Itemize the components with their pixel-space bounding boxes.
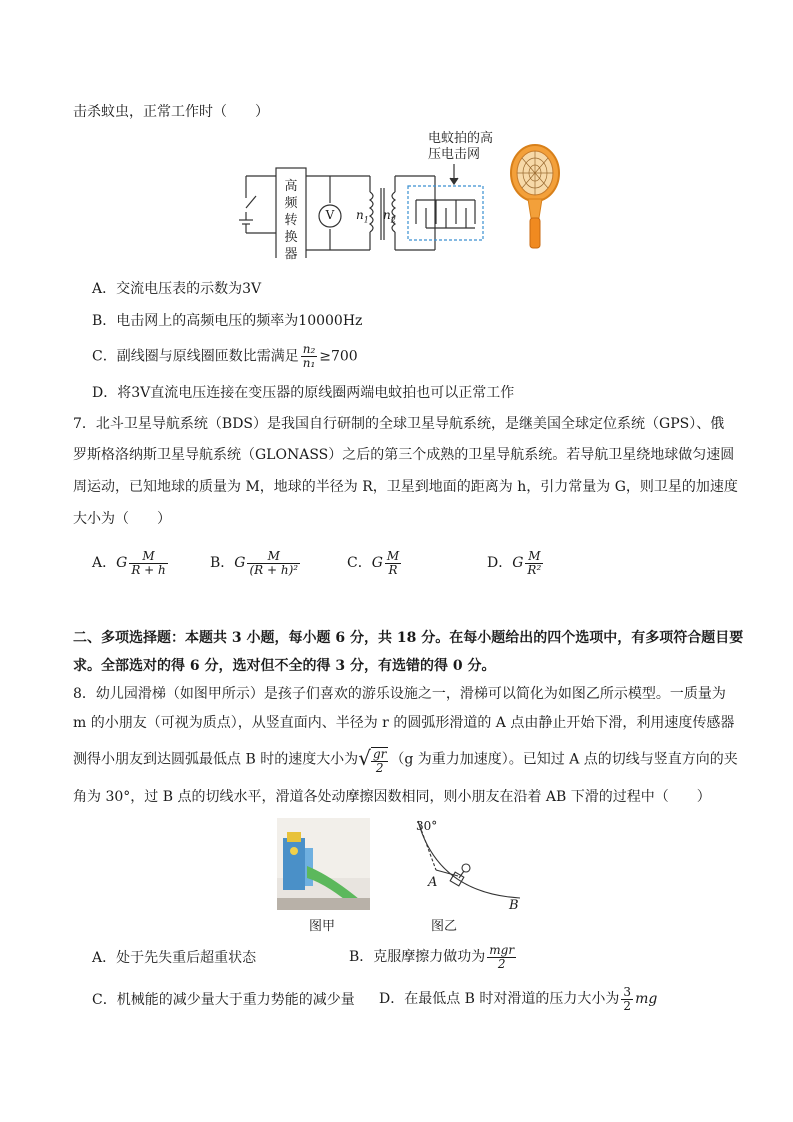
converter-label bbox=[276, 178, 306, 263]
slide-photo bbox=[277, 818, 370, 910]
fig-yi-caption: 图乙 bbox=[431, 919, 458, 934]
q8-line: 角为 30°，过 B 点的切线水平，滑道各处动摩擦因数相同，则小朋友在沿着 AB 下滑的过程中（ ） bbox=[73, 789, 711, 805]
q6-intro: 击杀蚊虫，正常工作时（ ） bbox=[73, 104, 269, 120]
q8-line: 测得小朋友到达圆弧最低点 B 时的速度大小为√ $\frac{gr}{2}$ （g 为重力加速度）。已知过 A 点的切线与竖直方向的夹 bbox=[73, 743, 738, 776]
fig-jia-caption: 图甲 bbox=[309, 919, 336, 934]
q8-option-c: C．机械能的减少量大于重力势能的减少量 bbox=[92, 992, 355, 1008]
q7-option-a: A．G $\frac{M}{R + h}$ bbox=[92, 548, 166, 577]
q8-line: m 的小朋友（可视为质点），从竖直面内、半径为 r 的圆弧形滑道的 A 点由静止开始下滑，利用速度传感器 bbox=[73, 715, 735, 731]
voltmeter-label: V bbox=[325, 208, 335, 222]
point-a-label: A bbox=[428, 875, 438, 890]
q7-line: 7．北斗卫星导航系统（BDS）是我国自行研制的全球卫星导航系统，是继美国全球定位系统（GPS）、俄 bbox=[73, 416, 725, 432]
q8-option-d: D．在最低点 B 时对滑道的压力大小为 $\frac{3}{2}$ mg bbox=[379, 984, 658, 1013]
sqrt-expression: √ $\frac{gr}{2}$ bbox=[358, 746, 387, 775]
q8-option-a: A．处于先失重后超重状态 bbox=[92, 950, 257, 966]
q7-option-c: C．G $\frac{M}{R}$ bbox=[347, 548, 400, 577]
converter-char: 频 bbox=[284, 196, 298, 211]
net-caption-line: 电蚊拍的高 bbox=[428, 131, 494, 146]
n2-label: $n_2$ bbox=[383, 208, 396, 225]
q6-option-c: C．副线圈与原线圈匝数比需满足 $\frac{\text{n₂}}{\text{n₁}}$ ≥700 bbox=[92, 342, 358, 370]
q6-option-a: A．交流电压表的示数为3V bbox=[92, 281, 262, 297]
q6-option-b: B．电击网上的高频电压的频率为10000Hz bbox=[92, 313, 363, 329]
net-caption bbox=[428, 131, 493, 163]
section-heading: 二、多项选择题：本题共 3 小题，每小题 6 分，共 18 分。在每小题给出的四个选项中，有多项符合题目要 bbox=[73, 630, 744, 646]
q6-option-d: D．将3V直流电压连接在变压器的原线圈两端电蚊拍也可以正常工作 bbox=[92, 385, 515, 401]
ratio-fraction: $\frac{\text{n₂}}{\text{n₁}}$ bbox=[302, 342, 316, 370]
point-b-label: B bbox=[509, 898, 519, 913]
q7-line: 罗斯格洛纳斯卫星导航系统（GLONASS）之后的第三个成熟的卫星导航系统。若导航卫星绕地球做匀速圆 bbox=[73, 447, 735, 463]
n1-label: $n_1$ bbox=[356, 208, 369, 225]
q7-line: 周运动，已知地球的质量为 M，地球的半径为 R，卫星到地面的距离为 h，引力常量为 G，则卫星的加速度 bbox=[73, 479, 738, 495]
converter-char: 高 bbox=[284, 179, 298, 194]
net-caption-line: 压电击网 bbox=[428, 147, 481, 162]
q8-line: 8．幼儿园滑梯（如图甲所示）是孩子们喜欢的游乐设施之一，滑梯可以简化为如图乙所示模型。一质量为 bbox=[73, 686, 726, 702]
converter-char: 器 bbox=[284, 247, 298, 262]
converter-char: 换 bbox=[284, 230, 298, 245]
q7-option-d: D．G $\frac{M}{\text{R²}}$ bbox=[487, 548, 542, 577]
q8-option-b: B．克服摩擦力做功为 $\frac{\text{mgr}}{2}$ bbox=[349, 942, 515, 971]
q7-line: 大小为（ ） bbox=[73, 511, 171, 527]
section-heading: 求。全部选对的得 6 分，选对但不全的得 3 分，有选错的得 0 分。 bbox=[73, 658, 496, 674]
converter-char: 转 bbox=[284, 213, 298, 228]
angle-label: 30° bbox=[416, 819, 438, 833]
q7-option-b: B．G $\frac{M}{\text{(R + h)²}}$ bbox=[210, 548, 299, 577]
